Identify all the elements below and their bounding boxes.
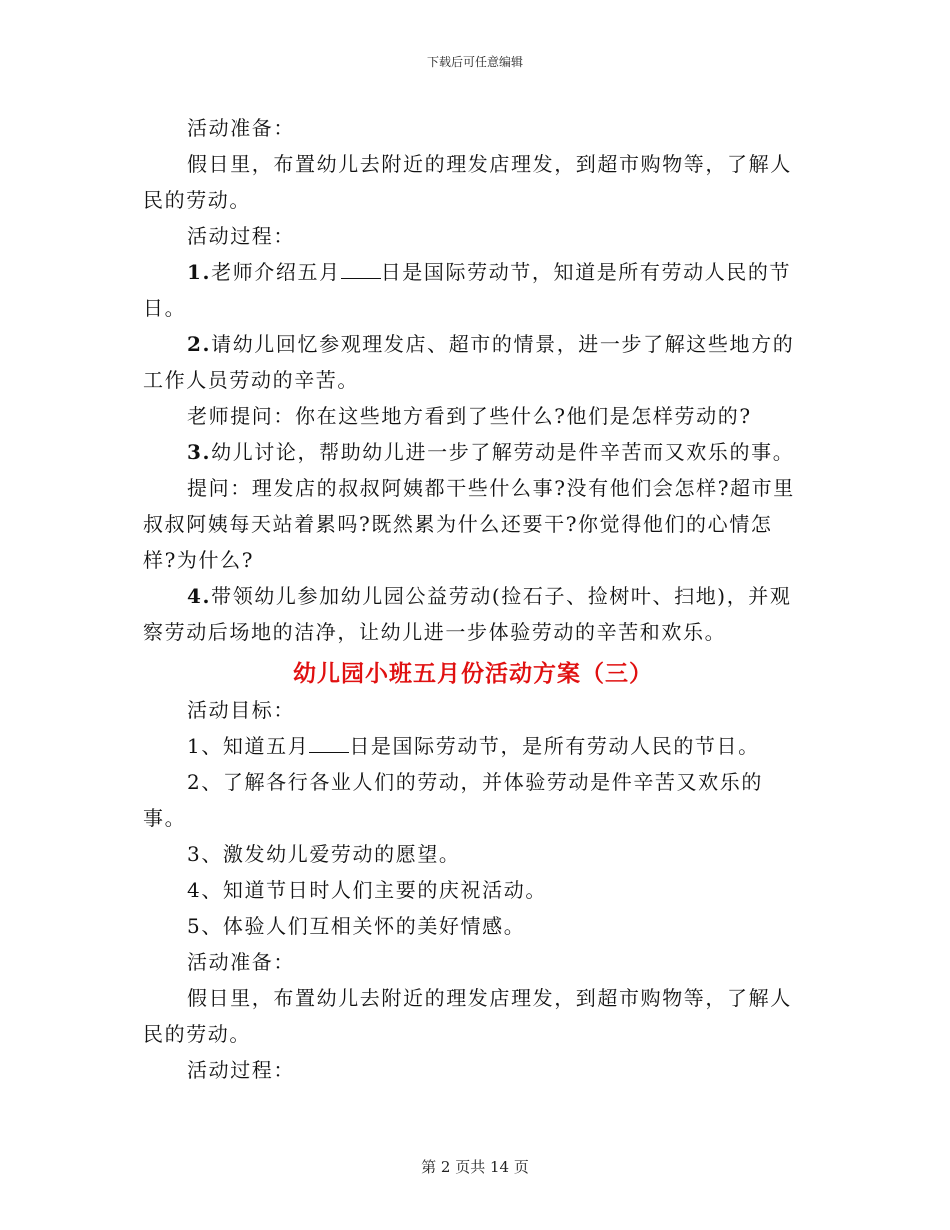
step-number: 4. [187, 584, 212, 608]
process-heading-1: 活动过程： [187, 224, 295, 248]
fill-blank [309, 734, 349, 753]
prep-text-2: 假日里，布置幼儿去附近的理发店理发，到超市购物等，了解人民的劳动。 [143, 986, 792, 1046]
goal-1: 1、知道五月 日是国际劳动节，是所有劳动人民的节日。 [187, 734, 760, 758]
page-footer: 第 2 页共 14 页 [421, 1158, 529, 1176]
document-body [143, 110, 803, 1088]
teacher-question: 老师提问：你在这些地方看到了些什么?他们是怎样劳动的? [187, 404, 752, 428]
step-4: 4.带领幼儿参加幼儿园公益劳动(捡石子、捡树叶、扫地)，并观察劳动后场地的洁净，让幼儿进一步体验劳动的辛苦和欢乐。 [143, 584, 792, 644]
goal-5: 5、体验人们互相关怀的美好情感。 [187, 914, 526, 938]
page-header: 下载后可任意编辑 [426, 55, 523, 69]
step-1: 1.老师介绍五月 日是国际劳动节，知道是所有劳动人民的节日。 [143, 260, 792, 320]
step-3: 3.幼儿讨论，帮助幼儿进一步了解劳动是件辛苦而又欢乐的事。 [187, 440, 795, 464]
step-number: 1. [187, 260, 212, 284]
fill-blank [341, 260, 381, 279]
prep-text-1: 假日里，布置幼儿去附近的理发店理发，到超市购物等，了解人民的劳动。 [143, 152, 792, 212]
step-number: 2. [187, 332, 212, 356]
discussion-questions: 提问：理发店的叔叔阿姨都干些什么事?没有他们会怎样?超市里叔叔阿姨每天站着累吗?既然累为什么还要干?你觉得他们的心情怎样?为什么? [143, 476, 795, 572]
process-heading-2: 活动过程： [187, 1058, 295, 1082]
section-title: 幼儿园小班五月份活动方案（三） [293, 660, 653, 687]
goal-4: 4、知道节日时人们主要的庆祝活动。 [187, 878, 547, 902]
prep-heading-2: 活动准备： [187, 950, 295, 974]
prep-heading-1: 活动准备： [187, 116, 295, 140]
step-number: 3. [187, 440, 212, 464]
step-2: 2.请幼儿回忆参观理发店、超市的情景，进一步了解这些地方的工作人员劳动的辛苦。 [143, 332, 795, 392]
goals-heading: 活动目标： [187, 698, 295, 722]
goal-3: 3、激发幼儿爱劳动的愿望。 [187, 842, 461, 866]
goal-2: 2、了解各行各业人们的劳动，并体验劳动是件辛苦又欢乐的事。 [143, 770, 763, 830]
